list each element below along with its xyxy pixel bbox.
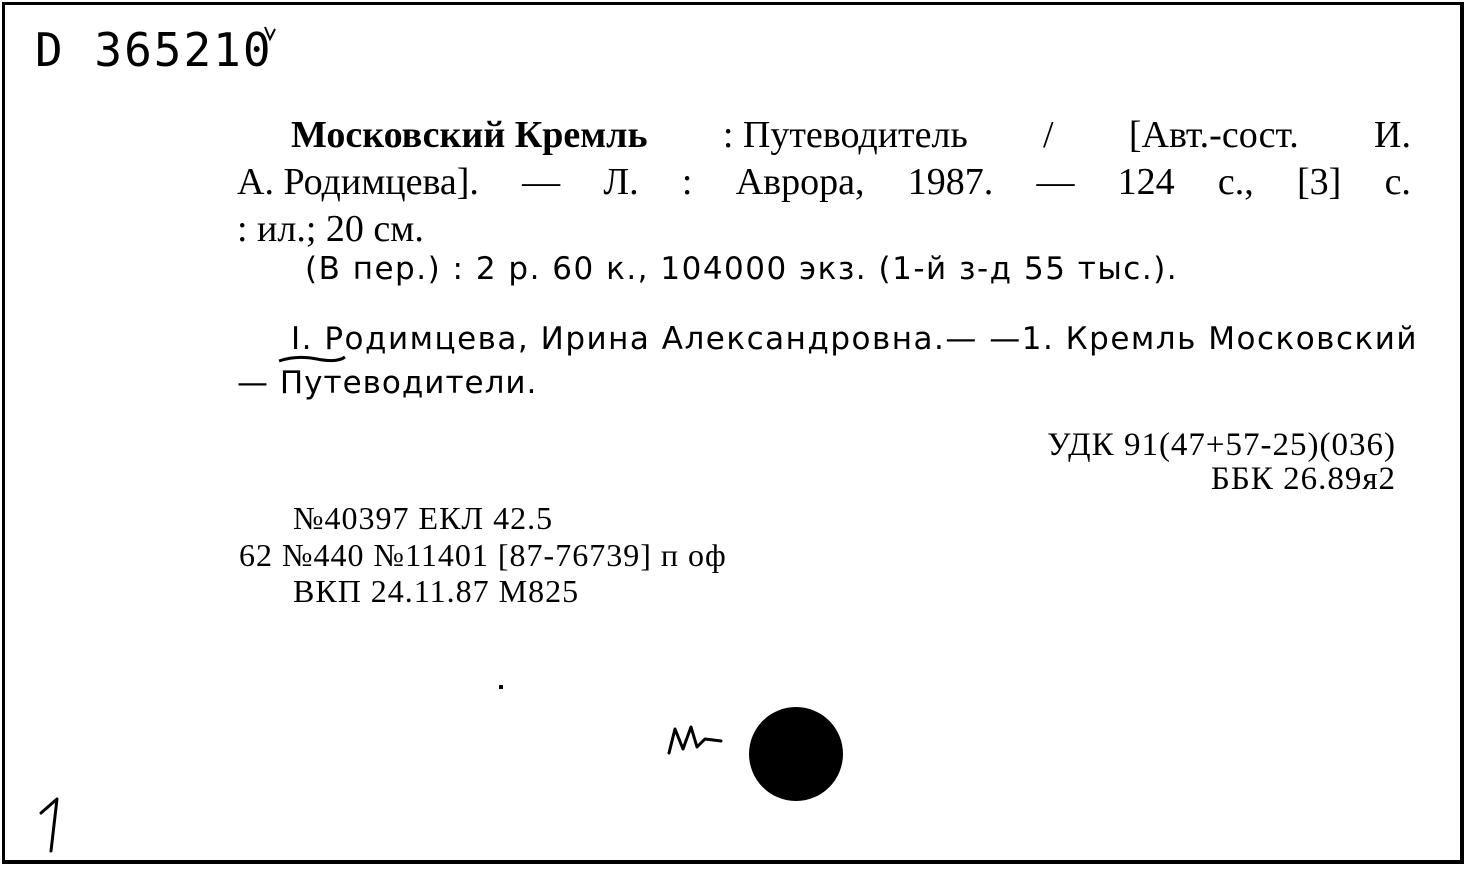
pub-part: — [522, 161, 561, 203]
publication-line [237, 160, 1411, 204]
catalog-card [2, 2, 1464, 864]
price-line: (В пер.) : 2 р. 60 к., 104000 экз. (1-й з-д 55 тыс.). [305, 251, 1179, 287]
title-part: [Авт.-сост. [1128, 114, 1299, 156]
physical-description: : ил.; 20 см. [237, 208, 424, 250]
title-line [291, 113, 1411, 157]
handwritten-initial-icon [665, 719, 729, 759]
title-part: : Путеводитель [722, 114, 968, 156]
handwritten-underline-icon [277, 351, 347, 369]
tracing-line [291, 321, 1419, 357]
pub-part: с., [1217, 161, 1254, 203]
pub-part: с. [1384, 161, 1411, 203]
tracing-subject-cont: — Путеводители. [237, 365, 538, 401]
title: Московский Кремль [291, 114, 648, 156]
pub-part: 1987. [907, 161, 994, 203]
pub-part: 124 [1117, 161, 1175, 203]
imprint-line-2: 62 №440 №11401 [87-76739] п оф [239, 537, 727, 573]
tracing-dash: — — [945, 321, 1022, 357]
imprint-line-1: №40397 ЕКЛ 42.5 [293, 500, 554, 536]
tracing-author: I. Родимцева, Ирина Александровна. [291, 321, 946, 357]
pub-part: [3] [1297, 161, 1342, 203]
tracing-subject: 1. Кремль Московский [1021, 321, 1419, 357]
handwritten-number-icon [35, 795, 75, 855]
pub-part: А. Родимцева]. [237, 161, 479, 203]
pub-part: — [1036, 161, 1075, 203]
udk-classification: УДК 91(47+57-25)(036) [1047, 427, 1396, 463]
ink-speck [499, 685, 503, 689]
pub-part: Аврора, [735, 161, 865, 203]
imprint-line-3: ВКП 24.11.87 М825 [293, 573, 580, 609]
title-part: И. [1374, 114, 1411, 156]
bbk-classification: ББК 26.89я2 [1210, 461, 1396, 497]
pub-part: Л. [603, 161, 639, 203]
pub-part: : [681, 161, 693, 203]
filled-circle-mark [749, 707, 843, 801]
title-part: / [1043, 114, 1054, 156]
correction-tick-icon [263, 25, 277, 45]
inventory-number: D 365210 [35, 23, 273, 77]
